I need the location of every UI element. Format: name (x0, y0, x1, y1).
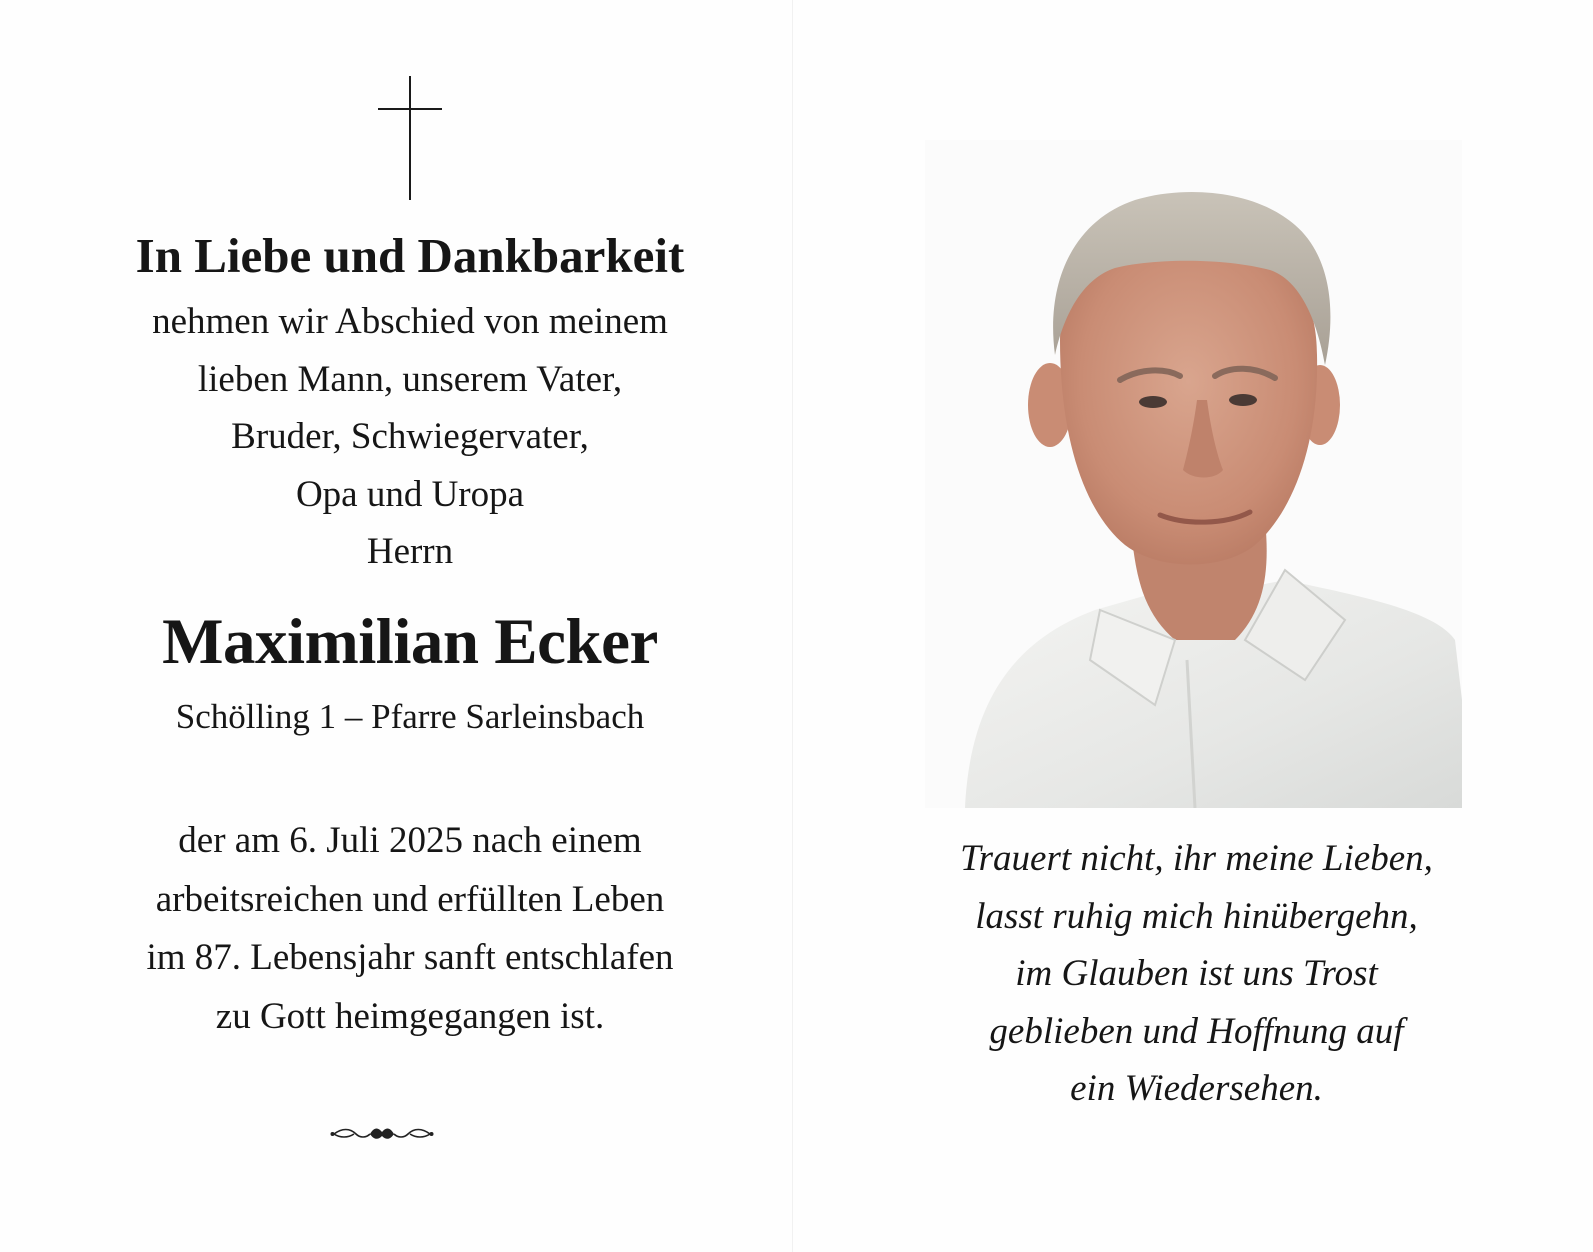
poem-text (800, 830, 1593, 1118)
death-notice-line: im 87. Lebensjahr sanft entschlafen (146, 937, 674, 978)
poem-line: geblieben und Hoffnung auf (989, 1010, 1404, 1052)
cross-icon (378, 76, 442, 200)
death-notice-line: arbeitsreichen und erfüllten Leben (155, 878, 665, 920)
intro-line: Opa und Uropa (295, 473, 525, 515)
poem-line: Trauert nicht, ihr meine Lieben, (960, 838, 1433, 879)
intro-line: lieben Mann, unserem Vater, (197, 358, 623, 400)
poem-line: lasst ruhig mich hinübergehn, (975, 895, 1418, 937)
poem-line: im Glauben ist uns Trost (1015, 953, 1378, 994)
death-notice-line: der am 6. Juli 2025 nach einem (178, 820, 642, 861)
headline: In Liebe und Dankbarkeit (135, 228, 685, 283)
card-fold-line (792, 0, 793, 1252)
intro-line: Bruder, Schwiegervater, (231, 416, 589, 457)
intro-text (40, 293, 780, 581)
deceased-name: Maximilian Ecker (162, 606, 658, 678)
address: Schölling 1 – Pfarre Sarleinsbach (175, 697, 645, 736)
poem-line: ein Wiedersehen. (1070, 1068, 1323, 1109)
death-notice-line: zu Gott heimgegangen ist. (215, 995, 605, 1037)
portrait-photo (925, 140, 1462, 808)
left-panel (40, 0, 780, 1252)
intro-line: Herrn (366, 531, 454, 572)
intro-line: nehmen wir Abschied von meinem (152, 301, 668, 342)
death-notice-text (40, 812, 780, 1046)
ornament-divider-icon (330, 1124, 434, 1144)
